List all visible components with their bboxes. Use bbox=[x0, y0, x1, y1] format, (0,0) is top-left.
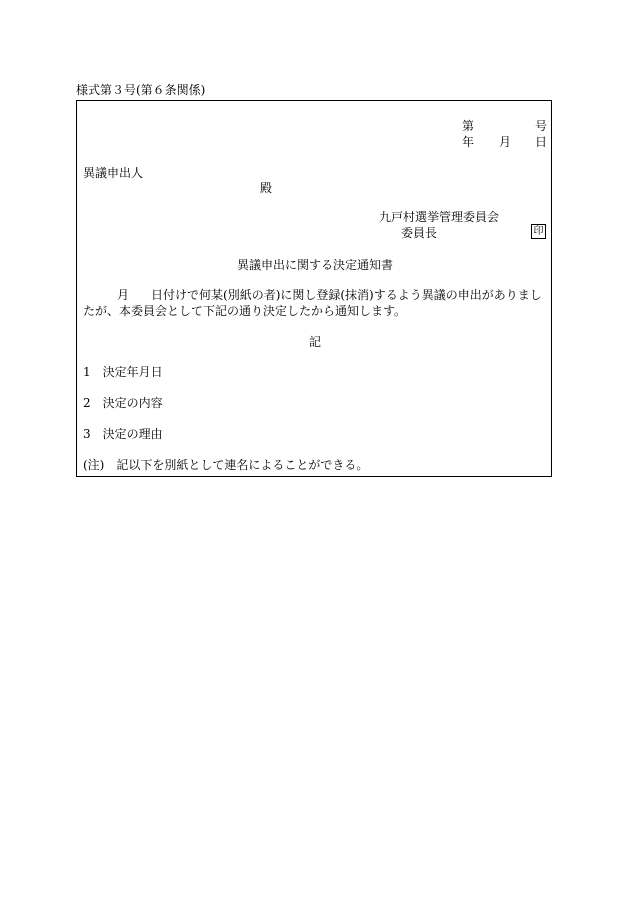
form-label: 様式第３号(第６条関係) bbox=[76, 83, 206, 97]
body-paragraph bbox=[83, 287, 549, 319]
list-item bbox=[83, 364, 163, 380]
list-item bbox=[83, 426, 163, 442]
item-number: 3 bbox=[83, 427, 91, 441]
body-main-text: 日付けで何某(別紙の者)に関し登録(抹消)するよう異議の申出がありましたが、本委員会として下記の通り決定したから通知します。 bbox=[83, 288, 542, 318]
item-number: 2 bbox=[83, 396, 91, 410]
date-year: 年 bbox=[462, 135, 475, 149]
issuer-organization: 九戸村選挙管理委員会 bbox=[379, 210, 500, 224]
footnote bbox=[83, 457, 368, 473]
note-prefix: (注) bbox=[83, 458, 105, 472]
item-label: 決定の内容 bbox=[102, 396, 163, 410]
date-month: 月 bbox=[499, 135, 512, 149]
list-item bbox=[83, 395, 163, 411]
honorific: 殿 bbox=[260, 181, 273, 195]
body-month: 月 bbox=[117, 288, 130, 302]
seal-mark: 印 bbox=[531, 224, 546, 239]
item-label: 決定の理由 bbox=[102, 427, 163, 441]
number-suffix: 号 bbox=[535, 119, 548, 133]
addressee-label: 異議申出人 bbox=[83, 166, 144, 180]
item-number: 1 bbox=[83, 365, 91, 379]
date-day: 日 bbox=[535, 135, 548, 149]
item-label: 決定年月日 bbox=[102, 365, 163, 379]
note-text: 記以下を別紙として連名によることができる。 bbox=[116, 458, 369, 472]
ki-heading: 記 bbox=[309, 335, 322, 349]
issuer-title: 委員長 bbox=[401, 226, 438, 240]
number-prefix: 第 bbox=[462, 119, 475, 133]
document-title: 異議申出に関する決定通知書 bbox=[237, 258, 394, 272]
notice-document bbox=[76, 100, 552, 477]
